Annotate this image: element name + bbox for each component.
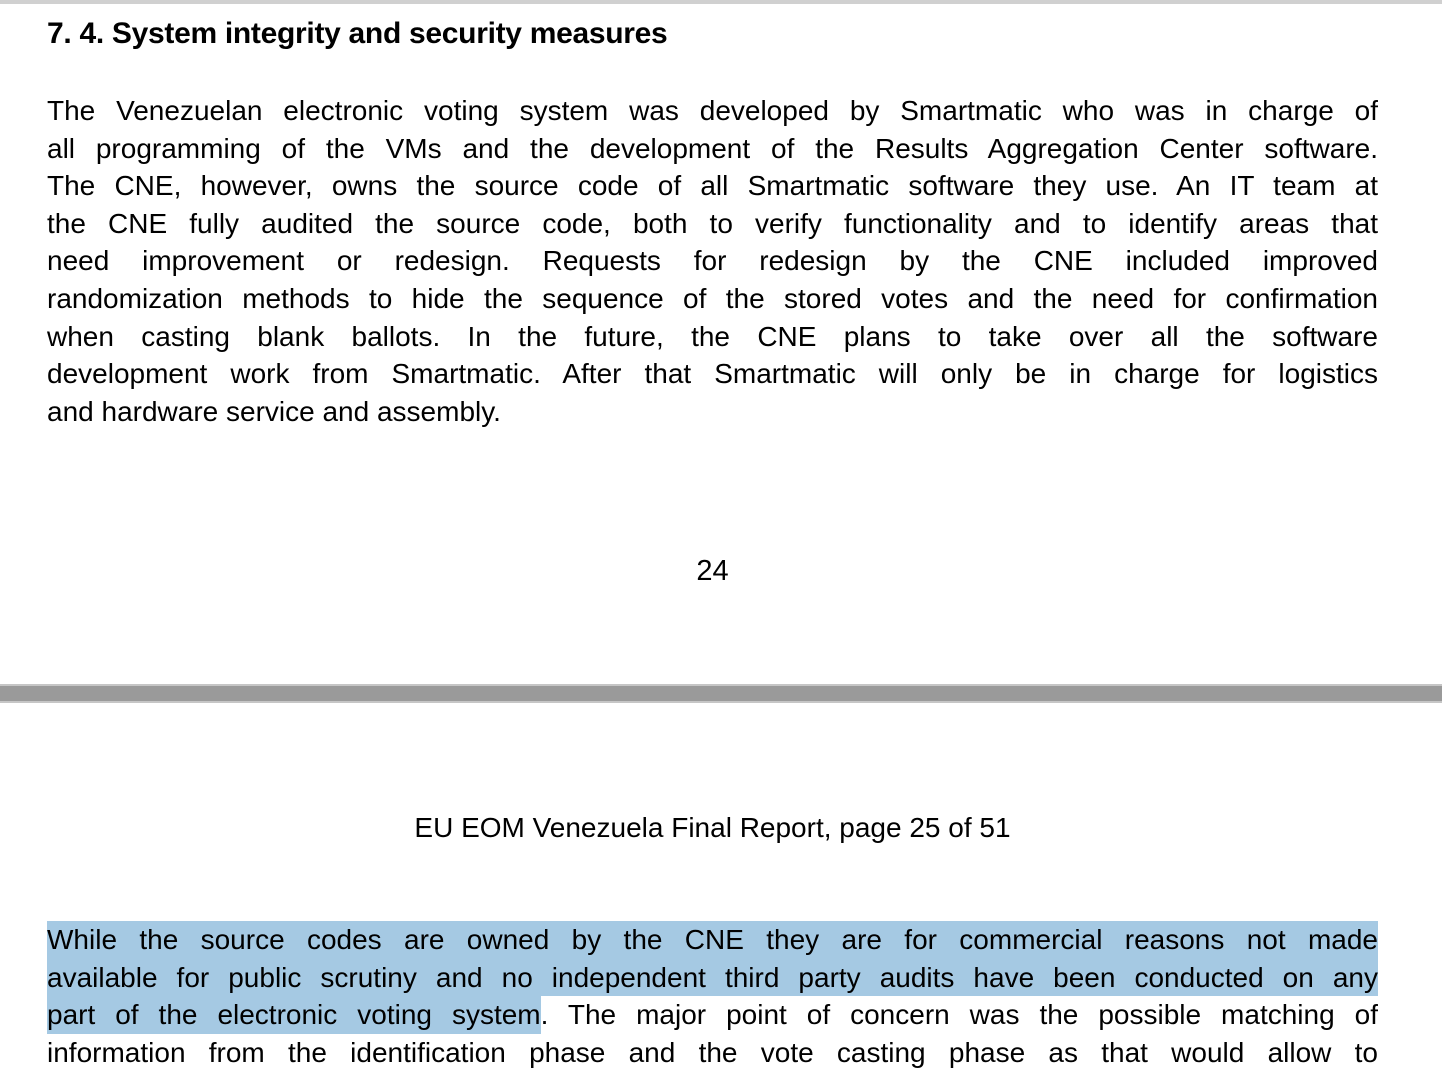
section-heading: 7. 4. System integrity and security measures <box>47 17 668 50</box>
page-break-divider-core <box>0 686 1442 701</box>
viewer-top-edge <box>0 0 1442 4</box>
text-selection-highlight: While the source codes are owned by the CNE they are for commercial reasons not made <box>47 921 1378 959</box>
page-24-paragraph <box>47 92 1378 430</box>
text-line: when casting blank ballots. In the future, the CNE plans to take over all the software <box>47 320 1378 352</box>
page-break-divider-edge <box>0 701 1442 703</box>
text-line <box>47 1034 1378 1072</box>
text-run: . The major point of concern was the possible matching of <box>540 999 1378 1031</box>
text-line: all programming of the VMs and the development of the Results Aggregation Center software. <box>47 132 1378 164</box>
text-line: and hardware service and assembly. <box>47 395 501 427</box>
text-selection-highlight: part of the electronic voting system <box>47 996 541 1034</box>
text-line: randomization methods to hide the sequence of the stored votes and the need for confirmation <box>47 282 1378 314</box>
text-line: the CNE fully audited the source code, both to verify functionality and to identify areas that <box>47 207 1378 239</box>
text-line: development work from Smartmatic. After that Smartmatic will only be in charge for logistics <box>47 358 1378 390</box>
text-run: information from the identification phase and the vote casting phase as that would allow to <box>47 1036 1378 1068</box>
page-25-paragraph <box>47 921 1378 1071</box>
report-caption: EU EOM Venezuela Final Report, page 25 of 51 <box>414 812 1011 843</box>
text-line: need improvement or redesign. Requests for redesign by the CNE included improved <box>47 245 1378 277</box>
text-line <box>47 996 1378 1034</box>
text-line <box>47 921 1378 959</box>
page-number: 24 <box>696 555 729 587</box>
text-selection-highlight: available for public scrutiny and no independent third party audits have been conducted on any <box>47 959 1378 997</box>
text-line: The CNE, however, owns the source code of all Smartmatic software they use. An IT team at <box>47 170 1378 202</box>
text-line: The Venezuelan electronic voting system was developed by Smartmatic who was in charge of <box>47 95 1378 126</box>
text-line <box>47 959 1378 997</box>
page-break-divider <box>0 684 1442 703</box>
